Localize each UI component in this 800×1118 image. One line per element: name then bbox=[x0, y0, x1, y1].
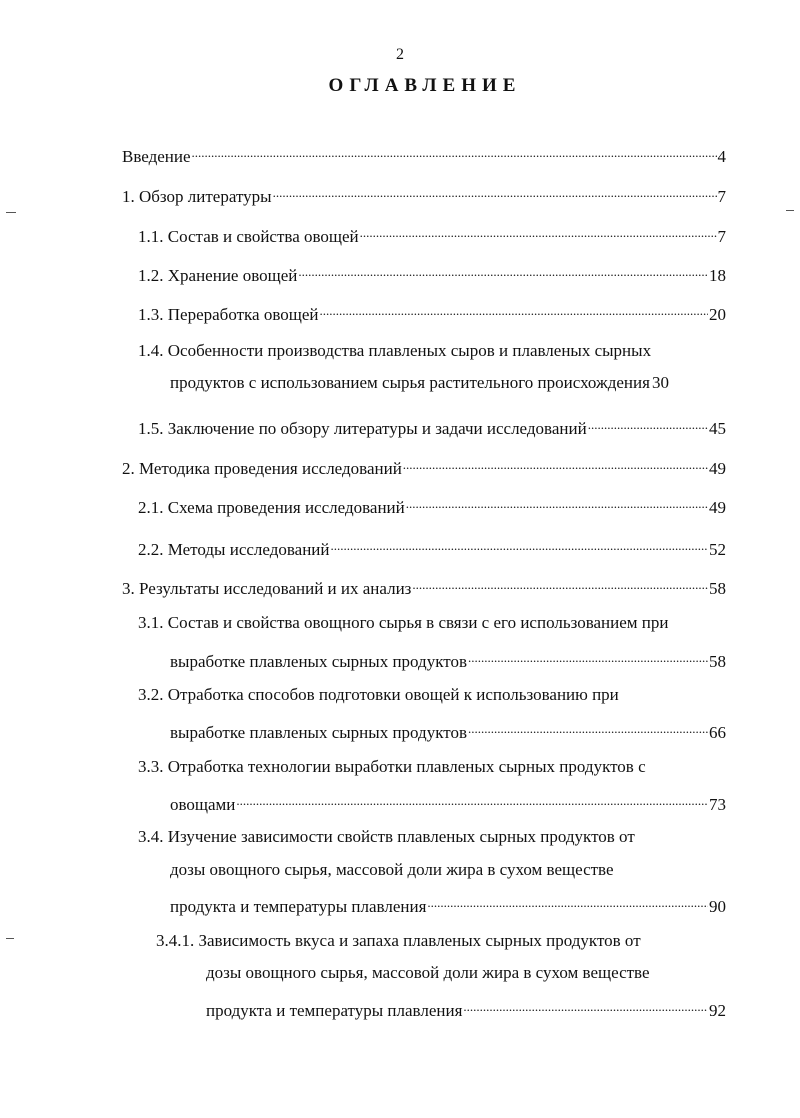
toc-entry-text: выработке плавленых сырных продуктов bbox=[170, 652, 467, 671]
toc-entry-page: 49 bbox=[709, 459, 726, 478]
dot-leader bbox=[427, 890, 708, 912]
toc-entry-page: 92 bbox=[709, 1001, 726, 1020]
toc-entry-text: продукта и температуры плавления bbox=[170, 897, 427, 916]
toc-entry-page: 18 bbox=[709, 266, 726, 285]
dot-leader bbox=[331, 533, 708, 555]
toc-entry-text: продукта и температуры плавления bbox=[206, 1001, 463, 1020]
dot-leader bbox=[468, 645, 708, 667]
toc-entry-3-4-line2[interactable]: дозы овощного сырья, массовой доли жира в сухом веществе bbox=[170, 860, 614, 879]
toc-entry-text: 1. Обзор литературы bbox=[122, 187, 272, 206]
toc-entry-3-3[interactable] bbox=[170, 788, 726, 816]
dot-leader bbox=[319, 298, 708, 320]
toc-entry-1-3[interactable] bbox=[138, 298, 726, 326]
toc-entry-page: 4 bbox=[717, 147, 726, 166]
toc-entry-text: 1.3. Переработка овощей bbox=[138, 305, 319, 324]
toc-entry-1-4-line1[interactable]: 1.4. Особенности производства плавленых сыров и плавленых сырных bbox=[138, 341, 652, 360]
toc-entry-text: 1.5. Заключение по обзору литературы и задачи исследований bbox=[138, 419, 587, 438]
toc-entry-2-1[interactable] bbox=[138, 491, 726, 519]
toc-entry-3-4[interactable] bbox=[170, 890, 726, 918]
toc-entry-3-2[interactable] bbox=[170, 716, 726, 744]
dot-leader bbox=[468, 716, 708, 738]
toc-entry-page: 49 bbox=[709, 498, 726, 517]
toc-entry-text: выработке плавленых сырных продуктов bbox=[170, 723, 467, 742]
toc-entry-intro[interactable] bbox=[122, 140, 726, 168]
page-number: 2 bbox=[396, 46, 404, 63]
toc-entry-text: 2.1. Схема проведения исследований bbox=[138, 498, 405, 517]
dot-leader bbox=[298, 259, 708, 281]
toc-entry-3-4-1-line2[interactable]: дозы овощного сырья, массовой доли жира в сухом веществе bbox=[206, 963, 650, 982]
toc-entry-3-4-1-line1[interactable]: 3.4.1. Зависимость вкуса и запаха плавленых сырных продуктов от bbox=[156, 931, 641, 950]
toc-entry-2-2[interactable] bbox=[138, 533, 726, 561]
dot-leader bbox=[463, 994, 708, 1016]
toc-entry-3-1[interactable] bbox=[170, 645, 726, 673]
dot-leader bbox=[412, 572, 708, 594]
dot-leader bbox=[403, 452, 708, 474]
toc-entry-page: 58 bbox=[709, 652, 726, 671]
page-title: ОГЛАВЛЕНИЕ bbox=[328, 75, 522, 96]
toc-entry-text: продуктов с использованием сырья растительного происхождения bbox=[170, 373, 650, 392]
toc-entry-1-1[interactable] bbox=[138, 220, 726, 248]
toc-entry-page: 90 bbox=[709, 897, 726, 916]
toc-entry-text: 3. Результаты исследований и их анализ bbox=[122, 579, 412, 598]
toc-entry-page: 20 bbox=[709, 305, 726, 324]
toc-entry-page: 73 bbox=[709, 795, 726, 814]
dot-leader bbox=[273, 180, 717, 202]
toc-entry-text: 1.1. Состав и свойства овощей bbox=[138, 227, 359, 246]
toc-entry-3-3-line1[interactable]: 3.3. Отработка технологии выработки плавленых сырных продуктов с bbox=[138, 757, 646, 776]
toc-entry-page: 7 bbox=[717, 227, 726, 246]
toc-entry-page: 52 bbox=[709, 540, 726, 559]
toc-entry-text: 1.2. Хранение овощей bbox=[138, 266, 298, 285]
dot-leader bbox=[406, 491, 708, 513]
toc-entry-text: овощами bbox=[170, 795, 236, 814]
toc-entry-3-4-line1[interactable]: 3.4. Изучение зависимости свойств плавленых сырных продуктов от bbox=[138, 827, 635, 846]
toc-entry-1-5[interactable] bbox=[138, 412, 726, 440]
toc-entry-text: 2.2. Методы исследований bbox=[138, 540, 330, 559]
toc-entry-1[interactable] bbox=[122, 180, 726, 208]
toc-entry-3-1-line1[interactable]: 3.1. Состав и свойства овощного сырья в связи с его использованием при bbox=[138, 613, 669, 632]
toc-entry-3-2-line1[interactable]: 3.2. Отработка способов подготовки овощей к использованию при bbox=[138, 685, 619, 704]
toc-entry-text: 2. Методика проведения исследований bbox=[122, 459, 402, 478]
toc-entry-page: 45 bbox=[709, 419, 726, 438]
toc-entry-3-4-1[interactable] bbox=[206, 994, 726, 1022]
dot-leader bbox=[192, 140, 717, 162]
dot-leader bbox=[236, 788, 708, 810]
dot-leader bbox=[360, 220, 717, 242]
toc-entry-2[interactable] bbox=[122, 452, 726, 480]
toc-entry-text: Введение bbox=[122, 147, 191, 166]
toc-entry-page: 58 bbox=[709, 579, 726, 598]
toc-entry-1-2[interactable] bbox=[138, 259, 726, 287]
dot-leader bbox=[588, 412, 708, 434]
toc-entry-page: 66 bbox=[709, 723, 726, 742]
toc-entry-page: 7 bbox=[717, 187, 726, 206]
toc-entry-3[interactable] bbox=[122, 572, 726, 600]
toc-entry-1-4[interactable] bbox=[170, 372, 726, 394]
toc-entry-page: 30 bbox=[651, 373, 669, 392]
